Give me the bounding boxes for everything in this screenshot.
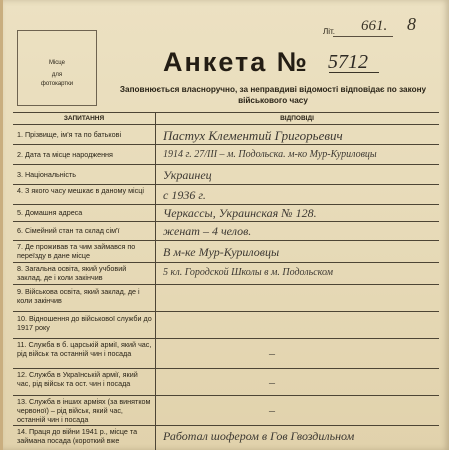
photo-box-label-2: для bbox=[51, 72, 63, 78]
question-text: 14. Праця до війни 1941 р., місце та займана посада (короткий вже bbox=[17, 427, 138, 445]
questionnaire-table bbox=[13, 112, 439, 450]
table-row bbox=[13, 426, 439, 450]
lit-value: 661. bbox=[361, 18, 388, 34]
question-text: 8. Загальна освіта, який учбовий заклад, де і коли закінчив bbox=[17, 264, 127, 282]
photo-placeholder-box bbox=[17, 30, 97, 106]
question-text: 1. Прізвище, ім'я та по батькові bbox=[17, 130, 122, 139]
question-text: 3. Національність bbox=[17, 170, 76, 179]
answer-text: Украинец bbox=[163, 168, 212, 182]
question-text: 4. З якого часу мешкає в даному місці bbox=[17, 186, 144, 195]
photo-box-label-3: фотокартки bbox=[40, 81, 74, 87]
table-row bbox=[13, 263, 439, 285]
table-row bbox=[13, 205, 439, 222]
table-row bbox=[13, 222, 439, 241]
table-row bbox=[13, 285, 439, 312]
table-row bbox=[13, 369, 439, 396]
table-row bbox=[13, 396, 439, 426]
question-text: 5. Домашня адреса bbox=[17, 208, 83, 217]
table-row bbox=[13, 312, 439, 339]
question-text: 12. Служба в Українській армії, який час, рід військ та ост. чин і посада bbox=[17, 370, 138, 388]
answer-text: 5 кл. Городской Школы в м. Подольском bbox=[163, 267, 333, 278]
table-row bbox=[13, 185, 439, 205]
lit-label: Літ. bbox=[323, 27, 336, 36]
lit-underline bbox=[333, 36, 393, 37]
answer-text: 1914 г. 27/III – м. Подольска. м-ко Мур-Куриловцы bbox=[163, 149, 377, 160]
answer-text: В м-ке Мур-Куриловцы bbox=[163, 245, 280, 259]
answer-text: Пастух Клементий Григорьевич bbox=[163, 128, 343, 143]
question-text: 6. Сімейний стан та склад сім'ї bbox=[17, 226, 120, 235]
question-text: 11. Служба в б. царській армії, який час, рід військ та останній чин і посада bbox=[17, 340, 152, 358]
page-number: 8 bbox=[407, 14, 416, 34]
answer-text: – bbox=[269, 403, 275, 417]
question-text: 13. Служба в інших арміях (за винятком червоної) – рід військ, який час, останній чин і посада bbox=[17, 397, 151, 424]
form-title: Анкета № bbox=[163, 47, 309, 77]
answer-text: Черкассы, Украинская № 128. bbox=[163, 206, 317, 220]
question-text: 7. Де проживав та чим займався по переїзду в дане місце bbox=[17, 242, 136, 260]
form-subtitle: Заповнюється власноручно, за неправдиві відомості відповідає по закону військового часу bbox=[119, 85, 427, 105]
question-text: 2. Дата та місце народження bbox=[17, 150, 113, 159]
table-row bbox=[13, 165, 439, 185]
form-number: 5712 bbox=[328, 51, 368, 73]
table-row bbox=[13, 125, 439, 145]
table-row bbox=[13, 145, 439, 165]
answer-text: – bbox=[269, 375, 275, 389]
form-number-underline bbox=[329, 72, 379, 73]
table-row bbox=[13, 339, 439, 369]
questions-column-header: ЗАПИТАННЯ bbox=[63, 115, 105, 122]
question-text: 9. Військова освіта, який заклад, де і коли закінчив bbox=[17, 287, 140, 305]
photo-box-label-1: Місце bbox=[48, 60, 66, 66]
answer-text: – bbox=[269, 346, 275, 360]
questionnaire-sheet bbox=[3, 0, 449, 450]
table-header bbox=[13, 113, 439, 125]
answer-text: с 1936 г. bbox=[163, 188, 206, 202]
question-text: 10. Відношення до військової служби до 1917 року bbox=[17, 314, 152, 332]
answer-text: женат – 4 челов. bbox=[163, 224, 252, 238]
answer-text: Работал шофером в Гов Гвоздильном bbox=[163, 429, 355, 443]
answers-column-header: ВІДПОВІДІ bbox=[280, 115, 314, 122]
table-row bbox=[13, 241, 439, 263]
